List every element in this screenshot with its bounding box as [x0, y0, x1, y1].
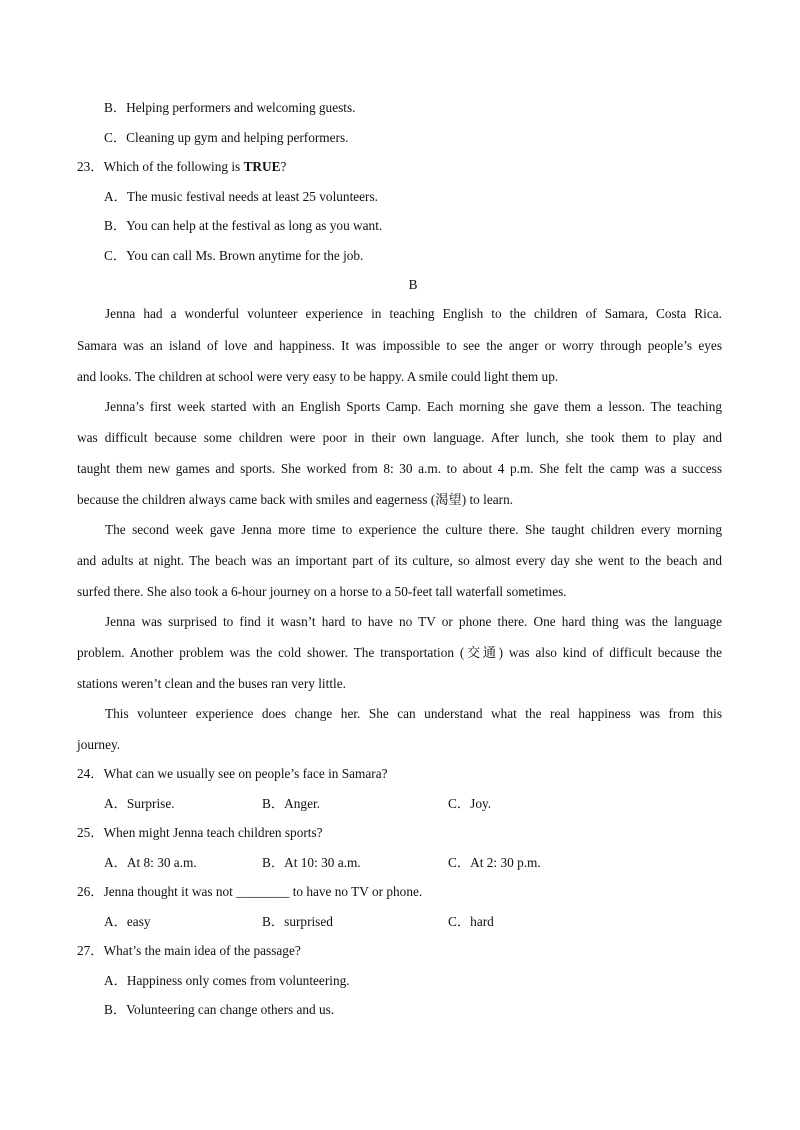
passage-p4-line2: problem. Another problem was the cold shower. The transportation (交通) was also kind of difficult because the: [77, 645, 722, 660]
passage-p1-line3: and looks. The children at school were very easy to be happy. A smile could light them up.: [77, 369, 559, 384]
passage-p5-line2: journey.: [77, 737, 121, 752]
q23-stem-text: 23．Which of the following is: [77, 159, 244, 174]
passage-p1-line2: Samara was an island of love and happiness. It was impossible to see the anger or worry through people’s eyes: [77, 338, 722, 353]
q23-option-b: B．You can help at the festival as long as you want.: [104, 218, 383, 233]
q26-option-b: B．surprised: [262, 914, 333, 929]
q25-stem: 25．When might Jenna teach children sports?: [77, 825, 323, 840]
q22-option-b: B．Helping performers and welcoming guests.: [104, 100, 356, 115]
q24-option-c: C．Joy.: [448, 796, 492, 811]
q23-stem-end: ?: [280, 159, 287, 174]
q24-option-b: B．Anger.: [262, 796, 320, 811]
q26-option-a: A．easy: [104, 914, 151, 929]
passage-p3-line2: and adults at night. The beach was an important part of its culture, so almost every day she went to the beach and: [77, 553, 722, 568]
passage-p3-line1: The second week gave Jenna more time to experience the culture there. She taught children every morning: [105, 522, 722, 537]
passage-p2-line2: was difficult because some children were poor in their own language. After lunch, she took them to play and: [77, 430, 722, 445]
passage-p5-line1: This volunteer experience does change her. She can understand what the real happiness was from this: [105, 706, 722, 721]
passage-p1-line1: Jenna had a wonderful volunteer experience in teaching English to the children of Samara, Costa Rica.: [105, 306, 722, 321]
q23-option-c: C．You can call Ms. Brown anytime for the job.: [104, 248, 364, 263]
passage-p4-line3: stations weren’t clean and the buses ran very little.: [77, 676, 346, 691]
q23-stem-emphasis: TRUE: [243, 159, 281, 174]
q26-option-c: C．hard: [448, 914, 494, 929]
passage-p2-line1: Jenna’s first week started with an English Sports Camp. Each morning she gave them a lesson. The teaching: [105, 399, 722, 414]
passage-p2-line3: taught them new games and sports. She worked from 8: 30 a.m. to about 4 p.m. She felt the camp was a success: [77, 461, 722, 476]
q24-option-a: A．Surprise.: [104, 796, 175, 811]
q24-stem: 24．What can we usually see on people’s face in Samara?: [77, 766, 388, 781]
q27-stem: 27．What’s the main idea of the passage?: [77, 943, 301, 958]
q25-option-c: C．At 2: 30 p.m.: [448, 855, 541, 870]
q23-stem: [77, 159, 286, 175]
q22-option-c: C．Cleaning up gym and helping performers.: [104, 130, 349, 145]
q25-option-a: A．At 8: 30 a.m.: [104, 855, 197, 870]
q25-option-b: B．At 10: 30 a.m.: [262, 855, 361, 870]
q23-option-a: A．The music festival needs at least 25 volunteers.: [104, 189, 378, 204]
q27-option-b: B．Volunteering can change others and us.: [104, 1002, 335, 1017]
q26-stem: 26．Jenna thought it was not ________ to have no TV or phone.: [77, 884, 423, 899]
q27-option-a: A．Happiness only comes from volunteering.: [104, 973, 350, 988]
passage-p2-line4: because the children always came back with smiles and eagerness (渴望) to learn.: [77, 492, 514, 507]
passage-p3-line3: surfed there. She also took a 6-hour journey on a horse to a 50-feet tall waterfall sometimes.: [77, 584, 567, 599]
passage-p4-line1: Jenna was surprised to find it wasn’t hard to have no TV or phone there. One hard thing was the language: [105, 614, 722, 629]
section-label: B: [408, 277, 418, 292]
